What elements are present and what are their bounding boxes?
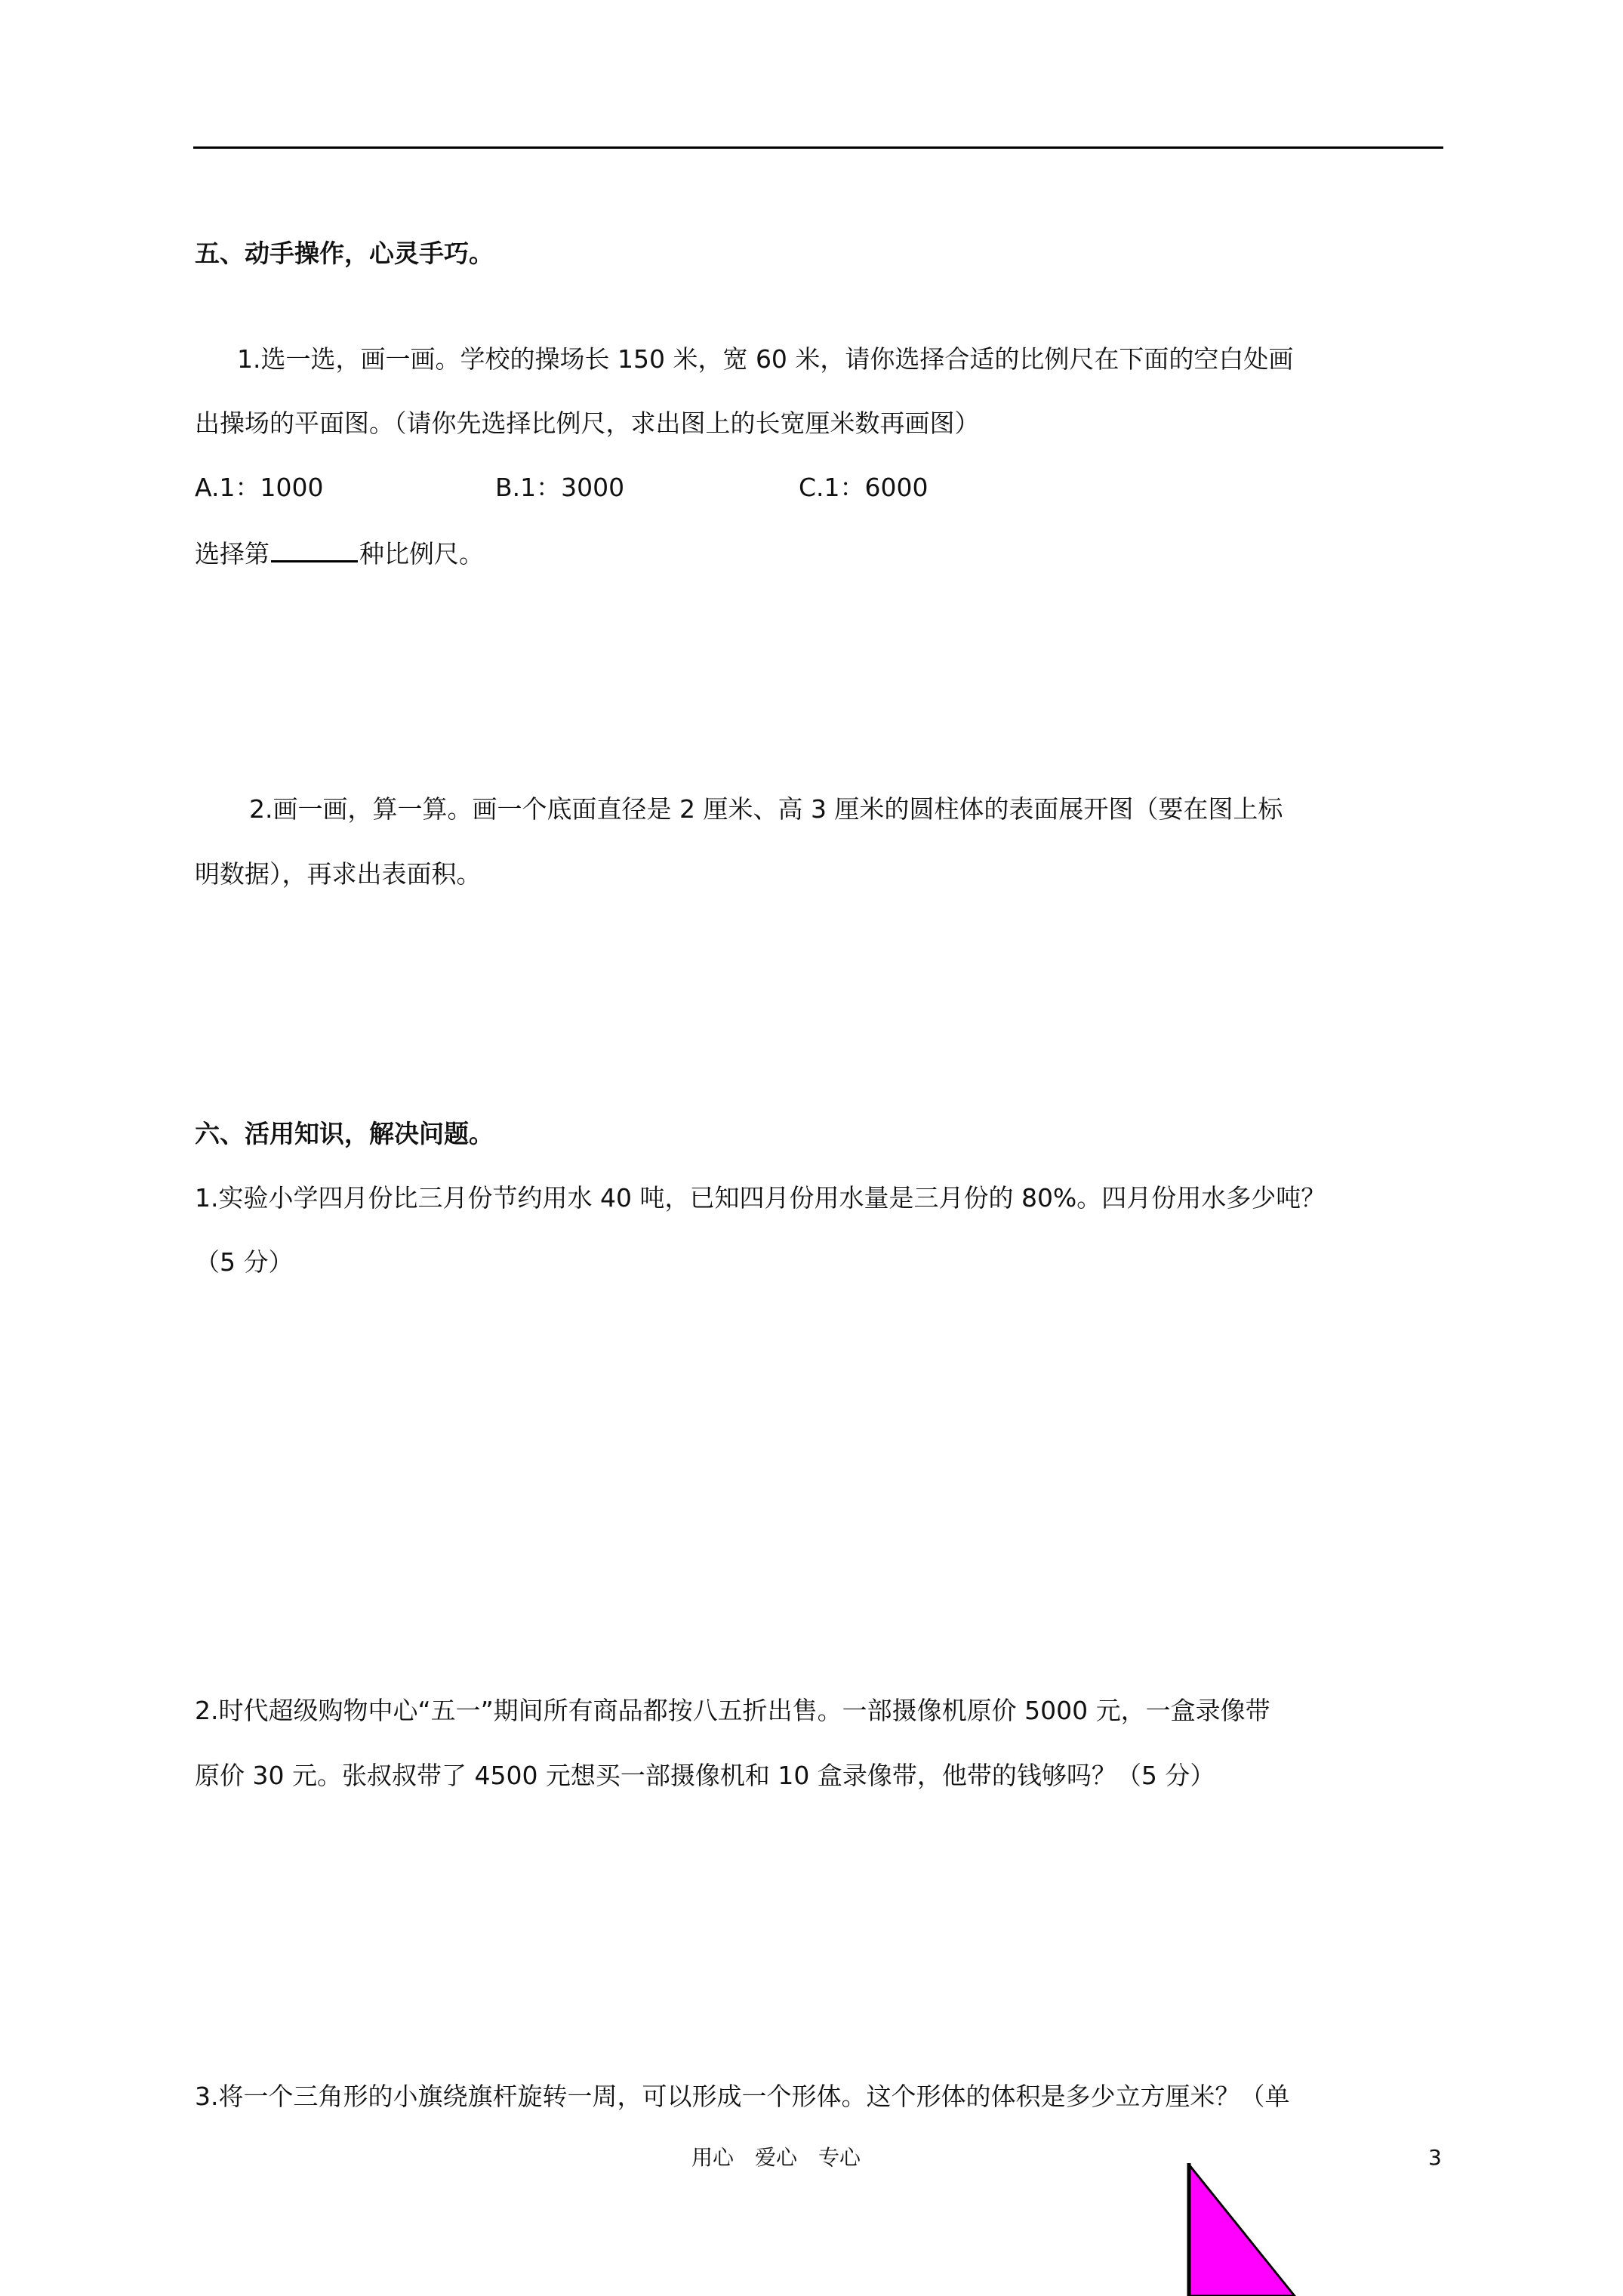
section6-q3-line1: 3.将一个三角形的小旗绕旗杆旋转一周，可以形成一个形体。这个形体的体积是多少立方厘米？（单	[195, 2082, 1290, 2111]
header-rule	[193, 146, 1443, 149]
answer-blank[interactable]	[271, 538, 358, 562]
section5-q1-line1: 1.选一选，画一画。学校的操场长 150 米，宽 60 米，请你选择合适的比例尺在下面的空白处画	[237, 344, 1294, 374]
section6-q1-line2: （5 分）	[195, 1247, 294, 1277]
footer-motto: 用心 爱心 专心	[691, 2145, 861, 2170]
option-a: A.1：1000	[195, 473, 324, 502]
option-c: C.1：6000	[799, 473, 929, 502]
section6-q2-line1: 2.时代超级购物中心“五一”期间所有商品都按八五折出售。一部摄像机原价 5000 元，一盒录像带	[195, 1696, 1270, 1725]
section6-q2-line2: 原价 30 元。张叔叔带了 4500 元想买一部摄像机和 10 盒录像带，他带的钱够吗？（5 分）	[195, 1761, 1215, 1790]
choose-suffix: 种比例尺。	[359, 539, 484, 569]
section5-q2-line2: 明数据），再求出表面积。	[195, 859, 482, 889]
triangle-flag-shape	[1189, 2165, 1295, 2296]
section6-heading: 六、活用知识，解决问题。	[195, 1119, 494, 1148]
choose-prefix: 选择第	[195, 539, 269, 569]
section5-heading: 五、动手操作，心灵手巧。	[195, 239, 494, 268]
choose-scale-line	[195, 536, 484, 572]
section6-q1-line1: 1.实验小学四月份比三月份节约用水 40 吨，已知四月份用水量是三月份的 80%。四月份用水多少吨？	[195, 1183, 1326, 1213]
section5-q2-line1: 2.画一画，算一算。画一个底面直径是 2 厘米、高 3 厘米的圆柱体的表面展开图（要在图上标	[249, 794, 1283, 824]
page-number: 3	[1428, 2145, 1442, 2170]
option-b: B.1：3000	[495, 473, 625, 502]
section5-q1-line2: 出操场的平面图。（请你先选择比例尺，求出图上的长宽厘米数再画图）	[195, 408, 980, 438]
triangle-flag-figure	[1181, 2163, 1332, 2296]
